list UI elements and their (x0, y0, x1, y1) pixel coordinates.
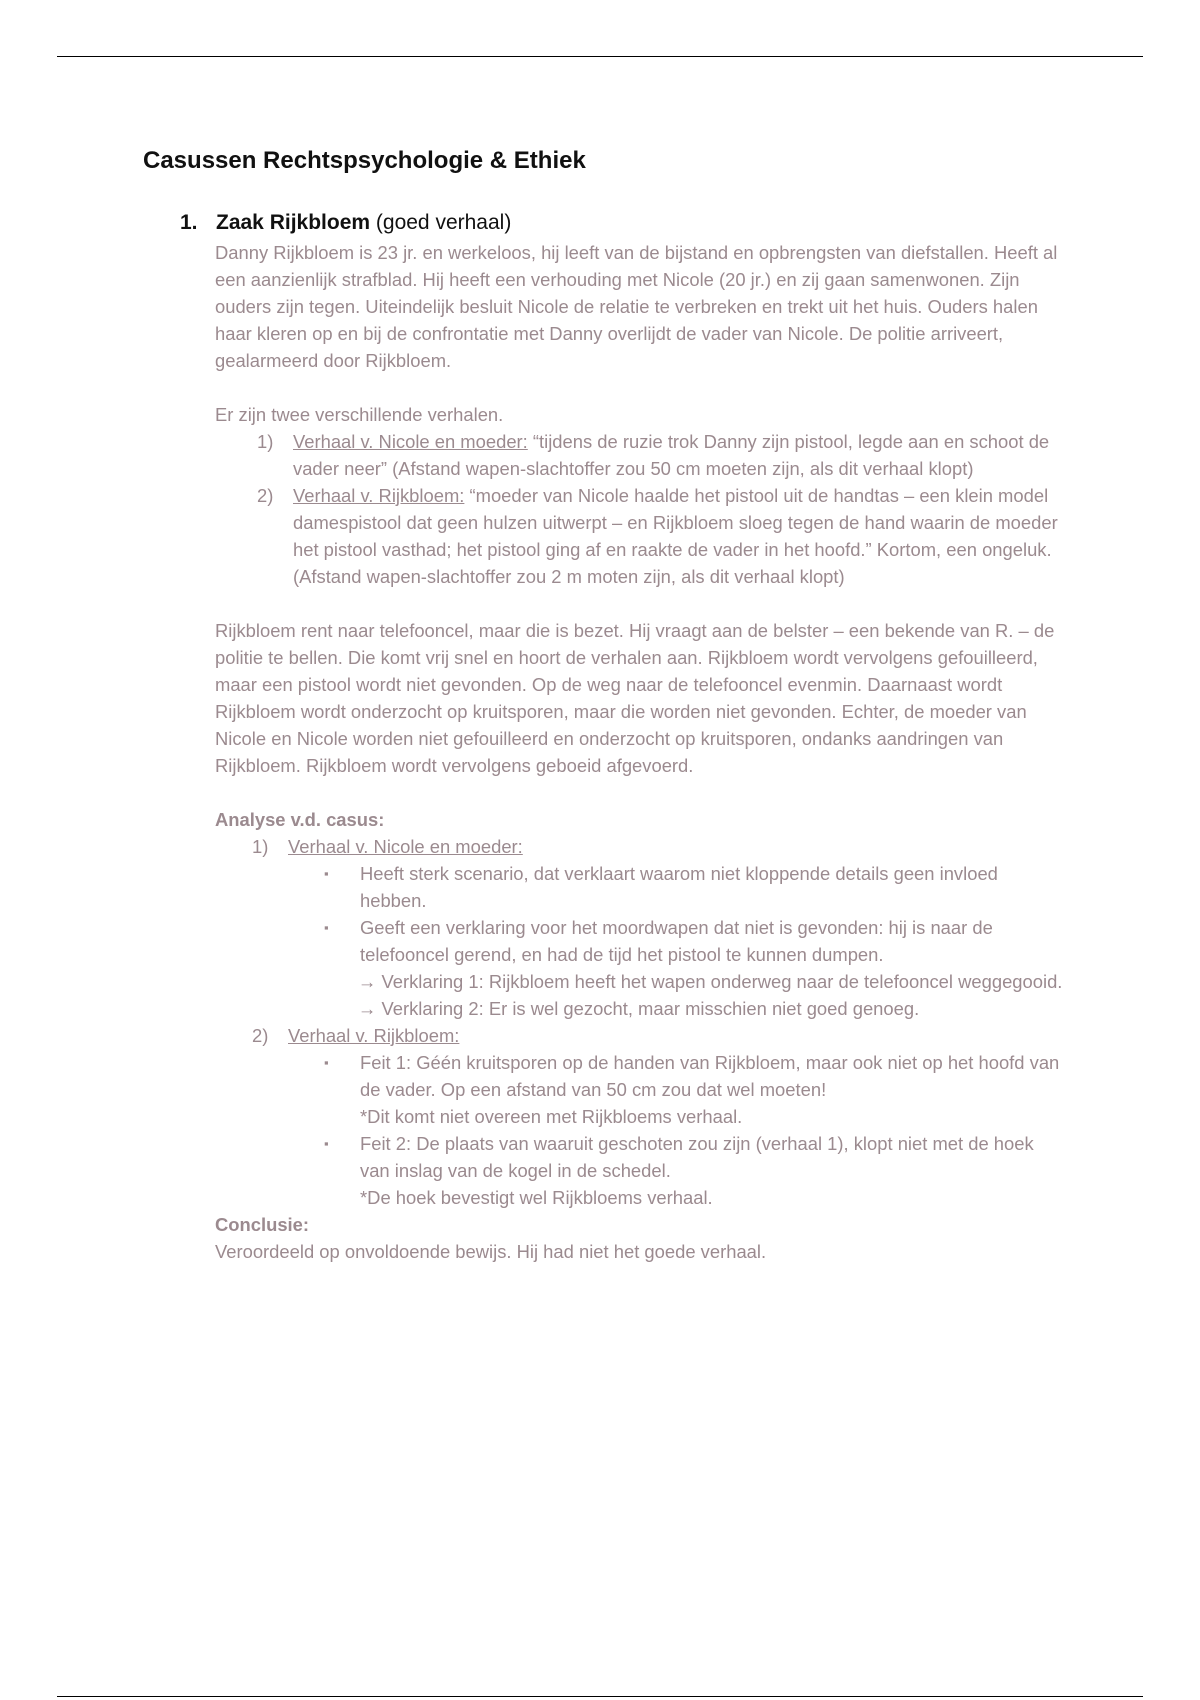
analysis-item-rijkbloem (215, 1022, 1065, 1049)
analysis-item-nicole (215, 833, 1065, 860)
list-item (215, 860, 1065, 914)
stories-intro: Er zijn twee verschillende verhalen. (215, 404, 504, 425)
list-marker: 2) (252, 1025, 269, 1046)
bullet-icon: ▪ (324, 920, 329, 935)
explanation-1: → Verklaring 1: Rijkbloem heeft het wapen onderweg naar de telefooncel weggegooid. (358, 971, 1063, 992)
bullet-text: Geeft een verklaring voor het moordwapen dat niet is gevonden: hij is naar de telefooncel gerend, en had de tijd het pistool te kunnen dumpen. (360, 917, 993, 965)
analysis-bullets-nicole (215, 860, 1065, 1022)
list-marker: 1) (257, 431, 274, 452)
explanation-2: → Verklaring 2: Er is wel gezocht, maar misschien niet goed genoeg. (358, 998, 920, 1019)
bullet-text: Feit 2: De plaats van waaruit geschoten zou zijn (verhaal 1), klopt niet met de hoek van inslag van de kogel in de schedel. (360, 1133, 1034, 1181)
story-text: “tijdens de ruzie trok Danny zijn pistool, legde aan en schoot de vader neer” (Afstand wapen-slachtoffer zou 50 cm moeten zijn, als dit verhaal klopt) (293, 431, 1050, 479)
analysis-label: Verhaal v. Nicole en moeder: (288, 836, 523, 857)
footer-rule (57, 1696, 1143, 1697)
case-heading (180, 209, 511, 237)
bullet-text: Feit 1: Géén kruitsporen op de handen van Rijkbloem, maar ook niet op het hoofd van de vader. Op een afstand van 50 cm zou dat wel moeten! (360, 1052, 1060, 1100)
story-item-rijkbloem (215, 482, 1065, 590)
case-intro: Danny Rijkbloem is 23 jr. en werkeloos, hij leeft van de bijstand en opbrengsten van diefstallen. Heeft al een aanzienlijk strafblad. Hij heeft een verhouding met Nicole (20 jr.) en zij gaan samenwonen. Zijn ouders zijn tegen. Uiteindelijk besluit Nicole de relatie te verbreken en trekt uit het huis. Ouders halen haar kleren op en bij de confrontatie met Danny overlijdt de vader van Nicole. De politie arriveert, gealarmeerd door Rijkbloem. (215, 242, 1058, 371)
bullet-note: *Dit komt niet overeen met Rijkbloems verhaal. (360, 1106, 743, 1127)
story-item-nicole (215, 428, 1065, 482)
stories-list (215, 428, 1065, 590)
bullet-icon: ▪ (324, 1136, 329, 1151)
conclusion-text: Veroordeeld op onvoldoende bewijs. Hij had niet het goede verhaal. (215, 1241, 767, 1262)
case-name: Zaak Rijkbloem (216, 211, 371, 234)
case-qualifier: (goed verhaal) (370, 211, 512, 234)
list-item (215, 1130, 1065, 1211)
story-label: Verhaal v. Rijkbloem: (293, 485, 465, 506)
bullet-icon: ▪ (324, 1055, 329, 1070)
conclusion-heading: Conclusie: (215, 1214, 310, 1235)
analysis-list-2 (215, 1022, 1065, 1049)
analysis-label: Verhaal v. Rijkbloem: (288, 1025, 460, 1046)
document-title: Casussen Rechtspsychologie & Ethiek (143, 147, 586, 174)
list-item (215, 914, 1065, 1022)
story-text: “moeder van Nicole haalde het pistool uit de handtas – een klein model damespistool dat geen hulzen uitwerpt – en Rijkbloem sloeg tegen de hand waarin de moeder het pistool vasthad; het pistool ging af en raakte de vader in het hoofd.” Kortom, een ongeluk. (Afstand wapen-slachtoffer zou 2 m moten zijn, als dit verhaal klopt) (293, 485, 1058, 587)
bullet-text: Heeft sterk scenario, dat verklaart waarom niet kloppende details geen invloed hebben. (360, 863, 998, 911)
bullet-note: *De hoek bevestigt wel Rijkbloems verhaal. (360, 1187, 713, 1208)
analysis-bullets-rijkbloem (215, 1049, 1065, 1211)
list-item (215, 1049, 1065, 1130)
case-body (215, 239, 1065, 1265)
header-rule (57, 56, 1143, 57)
story-label: Verhaal v. Nicole en moeder: (293, 431, 528, 452)
case-events: Rijkbloem rent naar telefooncel, maar die is bezet. Hij vraagt aan de belster – een bekende van R. – de politie te bellen. Die komt vrij snel en hoort de verhalen aan. Rijkbloem wordt vervolgens gefouilleerd, maar een pistool wordt niet gevonden. Op de weg naar de telefooncel evenmin. Daarnaast wordt Rijkbloem wordt onderzocht op kruitsporen, maar die worden niet gevonden. Echter, de moeder van Nicole en Nicole worden niet gefouilleerd en onderzocht op kruitsporen, ondanks aandringen van Rijkbloem. Rijkbloem wordt vervolgens geboeid afgevoerd. (215, 620, 1055, 776)
list-marker: 1) (252, 836, 269, 857)
analysis-heading: Analyse v.d. casus: (215, 809, 385, 830)
bullet-icon: ▪ (324, 866, 329, 881)
analysis-list (215, 833, 1065, 860)
case-number: 1. (180, 211, 198, 234)
list-marker: 2) (257, 485, 274, 506)
